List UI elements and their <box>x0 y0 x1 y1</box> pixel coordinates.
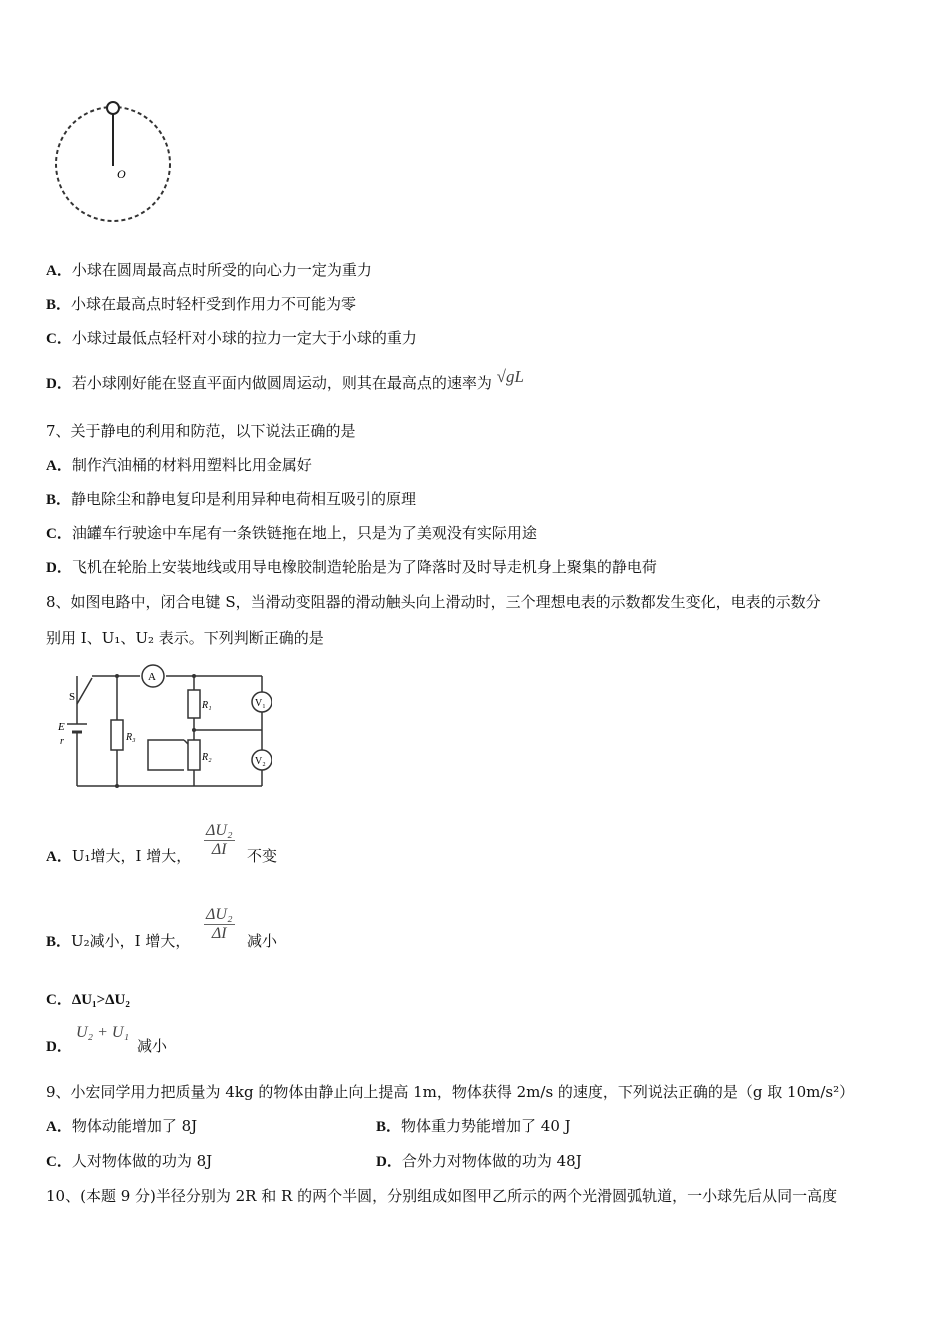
q6-option-d: D．若小球刚好能在竖直平面内做圆周运动，则其在最高点的速率为 √gL <box>46 367 524 392</box>
v2-label: V₂ <box>255 756 266 767</box>
q8-b-fraction: $\frac{\text{ΔU₂}}{\Delta I}$ <box>206 906 233 942</box>
sqrt-gl: √gL <box>496 367 524 386</box>
q10-stem: 10、(本题 9 分)半径分别为 2R 和 R 的两个半圆，分别组成如图甲乙所示的两个光滑圆弧轨道，一小球先后从同一高度 <box>46 1187 838 1205</box>
q8-a-fraction: $\frac{\text{ΔU₂}}{\Delta I}$ <box>206 822 233 858</box>
q7-option-c: C．油罐车行驶途中车尾有一条铁链拖在地上，只是为了美观没有实际用途 <box>46 524 537 542</box>
q6-option-c: C．小球过最低点轻杆对小球的拉力一定大于小球的重力 <box>46 329 417 347</box>
q6-option-a: A．小球在圆周最高点时所受的向心力一定为重力 <box>46 261 372 279</box>
q6-option-b: B．小球在最高点时轻杆受到作用力不可能为零 <box>46 295 357 313</box>
emf-label: E <box>58 721 65 733</box>
q8-d-expression: U₂ + U₁ <box>76 1024 130 1041</box>
q9-option-d: D．合外力对物体做的功为 48J <box>376 1152 582 1170</box>
center-label: O <box>117 167 126 181</box>
switch-label: S <box>69 691 76 703</box>
q7-option-d: D．飞机在轮胎上安装地线或用导电橡胶制造轮胎是为了降落时及时导走机身上聚集的静电荷 <box>46 558 657 576</box>
pendulum-figure <box>50 98 180 228</box>
r-label: r <box>60 736 64 747</box>
ammeter-label: A <box>148 671 156 683</box>
q7-stem: 7、关于静电的利用和防范，以下说法正确的是 <box>46 422 356 440</box>
v1-label: V₁ <box>255 698 266 709</box>
q7-option-a: A．制作汽油桶的材料用塑料比用金属好 <box>46 456 312 474</box>
q8-option-d: D． <box>46 1039 72 1055</box>
q9-stem: 9、小宏同学用力把质量为 4kg 的物体由静止向上提高 1m，物体获得 2m/s 的速度，下列说法正确的是（g 取 10m/s²） <box>46 1083 855 1101</box>
r2-label: R₂ <box>202 752 212 763</box>
q8-option-a: A．U₁增大，I 增大， <box>46 847 192 865</box>
q8-stem-line2: 别用 I、U₁、U₂ 表示。下列判断正确的是 <box>46 629 324 647</box>
q8-d-tail: 减小 <box>137 1037 168 1055</box>
r1-label: R₁ <box>202 700 212 711</box>
q9-option-c: C．人对物体做的功为 8J <box>46 1152 213 1170</box>
q7-option-b: B．静电除尘和静电复印是利用异种电荷相互吸引的原理 <box>46 490 417 508</box>
circuit-diagram <box>52 664 272 790</box>
q8-a-tail: 不变 <box>247 847 278 865</box>
q8-b-tail: 减小 <box>247 932 278 950</box>
q9-option-a: A．物体动能增加了 8J <box>46 1117 198 1135</box>
ball <box>107 102 119 114</box>
q8-option-b: B．U₂减小，I 增大， <box>46 932 191 950</box>
q9-option-b: B．物体重力势能增加了 40 J <box>376 1117 571 1135</box>
q8-stem-line1: 8、如图电路中，闭合电键 S，当滑动变阻器的滑动触头向上滑动时，三个理想电表的示数都发生变化，电表的示数分 <box>46 593 821 611</box>
q8-option-c: C．ΔU₁>ΔU₂ <box>46 992 130 1008</box>
r3-label: R₃ <box>126 732 136 743</box>
